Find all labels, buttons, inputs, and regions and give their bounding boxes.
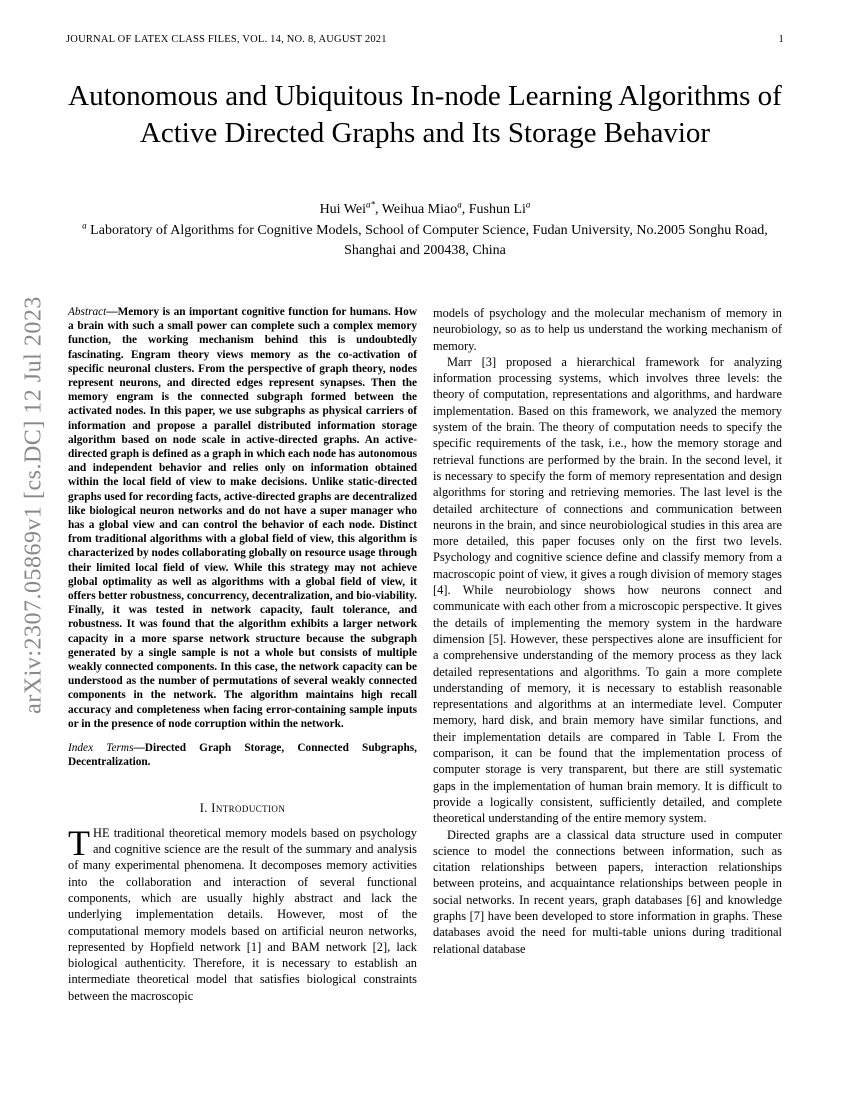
first-word: HE [93, 825, 110, 840]
intro-paragraph [68, 822, 417, 1004]
page-number: 1 [778, 34, 784, 45]
index-terms [68, 741, 417, 769]
arxiv-stamp [12, 296, 56, 714]
index-terms-label: Index Terms [68, 742, 134, 755]
author-mark: a* [366, 199, 376, 210]
affiliation-mark: a [82, 220, 87, 231]
intro-text: traditional theoretical memory models based on psychology and cognitive science are the result of the summary and analysis of many experimental phenomena. It decomposes memory activities into the collaboration and interaction of several functional components, which are usually highly abstract and lack the underlying implementation details. However, most of the computational memory models based on artificial neuron networks, represented by Hopfield network [1] and BAM network [2], lack biological authenticity. Therefore, it is necessary to establish an intermediate theoretical model that satisfies biological constraints between the macroscopic [68, 825, 417, 1003]
running-header [66, 34, 784, 45]
section-title: Introduction [211, 800, 286, 815]
paragraph: models of psychology and the molecular mechanism of memory in neurobiology, so as to help us understand the working mechanism of memory. [433, 306, 782, 353]
author-name: Hui Wei [319, 202, 367, 217]
index-terms-text: —Directed Graph Storage, Connected Subgraphs, Decentralization. [68, 742, 417, 769]
section-number: I. [199, 800, 208, 815]
paragraph: Directed graphs are a classical data structure used in computer science to model the connections between information, such as citation relationships between papers, interaction relationships between proteins, and acquaintance relationships between people in social networks. In recent years, graph databases [6] and knowledge graphs [7] have been developed to store information in graphs. These databases avoid the need for multi-table unions during traditional relational database [433, 827, 782, 956]
author-list: Hui Wei$^{a*}$, Weihua Miao$^a$, Fushun Li$^a$ [319, 199, 531, 217]
left-column [68, 305, 417, 1004]
abstract-text: —Memory is an important cognitive function for humans. How a brain with such a small power can complete such a complex memory function, the working mechanism behind this is undoubtedly fascinating. Engram theory views memory as the co-activation of specific neuronal clusters. From the perspective of graph theory, nodes represent neurons, and directed edges represent synapses. Then the memory engram is the connected subgraph formed between the activated nodes. In this paper, we use subgraphs as physical carriers of information and propose a parallel distributed information storage algorithm based on node scale in active-directed graphs. An active-directed graph is defined as a graph in which each node has autonomous and independent behavior and relies only on information obtained within the local field of view to make decisions. Unlike static-directed graphs used for recording facts, active-directed graphs are decentralized like biological neuron networks and do not have a super manager who has a global view and can control the behavior of each node. Distinct from traditional algorithms with a global field of view, this algorithm is characterized by nodes collaborating globally on resource usage through their limited local field of view. While this strategy may not achieve global optimality as well as algorithms with a global field of view, it offers better robustness, concurrency, decentralization, and bio-viability. Finally, it was tested in network capacity, fault tolerance, and robustness. It was found that the algorithm exhibits a larger network capacity in a more sparse network structure because the subgraph generated by a single sample is not a whole but consists of multiple weakly connected components. In this case, the network capacity can be understood as the number of permutations of several weakly connected components in the network. The algorithm maintains high recall accuracy and completeness when facing error-containing sample inputs or in the presence of node corruption within the network. [68, 306, 417, 730]
arxiv-id: arXiv:2307.05869v1 [cs.DC] 12 Jul 2023 [20, 296, 47, 714]
author-mark: a [525, 199, 531, 210]
journal-name: JOURNAL OF LATEX CLASS FILES, VOL. 14, NO. 8, AUGUST 2021 [66, 34, 387, 45]
section-heading [68, 800, 417, 816]
author-mark: a [457, 199, 462, 210]
right-column [433, 305, 782, 957]
paper-title: Autonomous and Ubiquitous In-node Learning Algorithms of Active Directed Graphs and Its Storage Behavior [68, 80, 782, 149]
paragraph: Marr [3] proposed a hierarchical framework for analyzing information processing systems, which involves three levels: the theory of computation, representations and algorithms, and hardware implementation. Based on this framework, we analyzed the memory system of the brain. The theory of computation needs to specify the specific requirements of the task, i.e., how the memory storage and retrieval functions are performed by the brain. In the second level, it is necessary to specify the form of memory representation and design algorithms for storing and retrieving memories. The last level is the detailed architecture of connections and communication between neurons in the brain, and since neurobiological studies in this area are more detailed, this paper focuses only on the first two levels. Psychology and cognitive science define and classify memory from a macroscopic point of view, it gives a rough division of memory stages [4]. While neurobiology shows how neurons connect and communicate with each other from a microscopic perspective. It gives the details of implementing the memory system in the hardware dimension [5]. However, these perspectives alone are insufficient for a comprehensive understanding of the memory process as they lack detailed representations and algorithms. To gain a more complete understanding of memory, it is necessary to establish reasonable representations and algorithms at an intermediate level. Computer memory, hard disk, and brain memory have similar functions, and their implementation details are compared in Table I. From the comparison, it can be found that the implementation process of computer storage is very transparent, but there are still systematic gaps in the implementation of human brain memory. It is difficult to provide a logically consistent, sufficiently detailed, and complete theoretical understanding of the entire memory system. [433, 354, 782, 826]
author-name: Weihua Miao [381, 202, 458, 217]
affiliation [66, 221, 784, 260]
affiliation-text: Laboratory of Algorithms for Cognitive Models, School of Computer Science, Fudan University, No.2005 Songhu Road, Shanghai and 200438, China [90, 223, 768, 258]
drop-cap: T [68, 822, 90, 863]
author-name: Fushun Li [468, 202, 526, 217]
abstract [68, 305, 417, 731]
abstract-label: Abstract [68, 306, 107, 318]
